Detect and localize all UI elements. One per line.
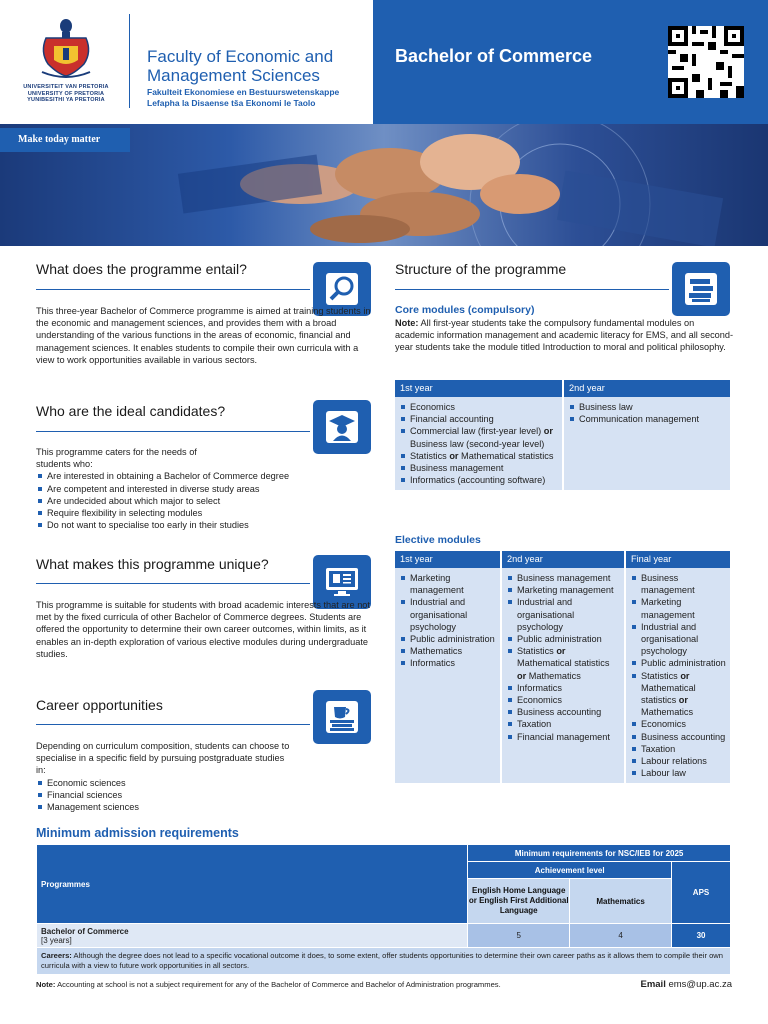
maths-header: Mathematics <box>570 879 672 924</box>
elective-year2-cell <box>501 568 625 783</box>
list-item: Business management <box>506 572 620 584</box>
list-item: Public administration <box>506 633 620 645</box>
header-divider <box>129 14 130 108</box>
careers-intro: Depending on curriculum composition, students can choose to specialise in a specific field by pursuing postgraduate studies in: <box>36 741 290 776</box>
header-left-panel <box>0 0 373 124</box>
list-item: Taxation <box>630 743 726 755</box>
list-item: Communication management <box>568 413 726 425</box>
candidates-heading: Who are the ideal candidates? <box>36 403 226 419</box>
unique-rule <box>36 583 310 584</box>
list-item: Labour relations <box>630 755 726 767</box>
list-item: Financial accounting <box>399 413 558 425</box>
list-item: Informatics (accounting software) <box>399 474 558 486</box>
achievement-header: Achievement level <box>468 862 672 879</box>
list-item: Financial management <box>506 731 620 743</box>
list-item: Economics <box>506 694 620 706</box>
module-list <box>568 401 726 425</box>
list-item: Mathematics <box>399 645 496 657</box>
english-header: English Home Language or English First Additional Language <box>468 879 570 924</box>
careers-rule <box>36 724 310 725</box>
qr-code-icon <box>668 26 744 98</box>
core-col-1st-year: 1st year <box>395 380 563 397</box>
careers-list <box>36 777 296 814</box>
module-list <box>399 572 496 670</box>
qr-code[interactable] <box>668 26 744 98</box>
elective-modules-table <box>395 551 732 783</box>
faculty-subtitle: Fakulteit Ekonomiese en Bestuurswetenskappe Lefapha la Disaense tša Ekonomi le Taolo <box>147 87 340 108</box>
elective-modules-heading: Elective modules <box>395 534 481 546</box>
list-item: Marketing management <box>399 572 496 596</box>
university-crest-logo <box>18 12 114 82</box>
elective-col-final-year: Final year <box>625 551 731 568</box>
list-item: Statistics or Mathematical statistics <box>399 450 558 462</box>
email-link[interactable]: Email ems@up.ac.za <box>640 979 732 990</box>
admission-heading: Minimum admission requirements <box>36 826 239 840</box>
list-item: Management sciences <box>36 801 296 813</box>
elective-final-cell <box>625 568 731 783</box>
list-item: Commercial law (first-year level) or Business law (second-year level) <box>399 425 558 449</box>
books-icon <box>672 262 730 316</box>
list-item: Informatics <box>399 657 496 669</box>
list-item: Are interested in obtaining a Bachelor of Commerce degree <box>36 470 376 482</box>
list-item: Economics <box>399 401 558 413</box>
list-item: Taxation <box>506 718 620 730</box>
aps-value: 30 <box>672 924 731 948</box>
degree-title: Bachelor of Commerce <box>395 46 593 66</box>
elective-year1-cell <box>395 568 501 783</box>
list-item: Industrial and organisational psychology <box>399 596 496 633</box>
core-year1-cell <box>395 397 563 490</box>
structure-note: Note: All first-year students take the compulsory fundamental modules on academic information management and academic literacy for EMS, and all second-year students take the module titled Introduction to moral and political philosophy. <box>395 318 734 353</box>
aps-header: APS <box>672 862 731 924</box>
entail-rule <box>36 289 310 290</box>
university-name-lines: UNIVERSITEIT VAN PRETORIA UNIVERSITY OF PRETORIA YUNIBESITHI YA PRETORIA <box>23 84 109 103</box>
list-item: Business management <box>630 572 726 596</box>
entail-heading: What does the programme entail? <box>36 261 247 277</box>
footer-note: Note: Accounting at school is not a subject requirement for any of the Bachelor of Commerce and Bachelor of Administration programmes. <box>36 980 501 989</box>
list-item: Do not want to specialise too early in their studies <box>36 519 376 531</box>
unique-text: This programme is suitable for students with broad academic interests that are not met by the fixed curricula of other Bachelor of Commerce degrees. Students are offered the opportunity to determine their own career outcomes, within limits, as it enables an in-depth exploration of various elective modules during undergraduate studies. <box>36 600 370 659</box>
list-item: Business management <box>399 462 558 474</box>
list-item: Financial sciences <box>36 789 296 801</box>
list-item: Informatics <box>506 682 620 694</box>
list-item: Statistics or Mathematical statistics or Mathematics <box>630 670 726 719</box>
list-item: Labour law <box>630 767 726 779</box>
hero-image-hands <box>0 124 768 246</box>
module-list <box>399 401 558 486</box>
entail-text: This three-year Bachelor of Commerce programme is aimed at training students in the economic and management sciences, and provides them with a broad understanding of the various functions in the areas of economic, financial and management sciences. It enables students to compile their own curricula with a view to work opportunities available in various sectors. <box>36 306 371 365</box>
module-list <box>506 572 620 743</box>
tagline: Make today matter <box>0 128 130 152</box>
list-item: Industrial and organisational psychology <box>506 596 620 633</box>
english-value: 5 <box>468 924 570 948</box>
module-list <box>630 572 726 779</box>
list-item: Business accounting <box>506 706 620 718</box>
candidates-rule <box>36 431 310 432</box>
table-row <box>37 924 731 948</box>
list-item: Industrial and organisational psychology <box>630 621 726 658</box>
programme-cell: Bachelor of Commerce [3 years] <box>37 924 468 948</box>
programmes-header: Programmes <box>37 845 468 924</box>
candidates-block <box>36 446 376 531</box>
list-item: Economics <box>630 718 726 730</box>
list-item: Business law <box>568 401 726 413</box>
list-item: Are undecided about which major to select <box>36 495 376 507</box>
core-col-2nd-year: 2nd year <box>563 380 731 397</box>
structure-heading: Structure of the programme <box>395 261 567 277</box>
admission-table <box>36 844 731 975</box>
list-item: Require flexibility in selecting modules <box>36 507 376 519</box>
list-item: Public administration <box>399 633 496 645</box>
coffee-books-icon <box>313 690 371 744</box>
careers-block <box>36 740 296 813</box>
core-modules-table <box>395 380 732 490</box>
elective-col-2nd-year: 2nd year <box>501 551 625 568</box>
list-item: Economic sciences <box>36 777 296 789</box>
nsc-header: Minimum requirements for NSC/IEB for 2025 <box>468 845 731 862</box>
list-item: Business accounting <box>630 731 726 743</box>
list-item: Statistics or Mathematical statistics or Mathematics <box>506 645 620 682</box>
core-year2-cell <box>563 397 731 490</box>
list-item: Public administration <box>630 657 726 669</box>
core-modules-heading: Core modules (compulsory) <box>395 304 535 316</box>
structure-rule <box>395 289 669 290</box>
hero-banner <box>0 124 768 246</box>
candidates-intro: This programme caters for the needs of students who: <box>36 447 197 470</box>
careers-heading: Career opportunities <box>36 697 163 713</box>
list-item: Marketing management <box>506 584 620 596</box>
candidates-list <box>36 470 376 531</box>
careers-note: Careers: Although the degree does not lead to a specific vocational outcome it does, to some extent, offer students opportunities to determine their own career paths as it allows them to compile their own curricula with a view to future work opportunities in all sectors. <box>37 948 731 975</box>
list-item: Marketing management <box>630 596 726 620</box>
list-item: Are competent and interested in diverse study areas <box>36 483 376 495</box>
unique-heading: What makes this programme unique? <box>36 556 269 572</box>
maths-value: 4 <box>570 924 672 948</box>
elective-col-1st-year: 1st year <box>395 551 501 568</box>
faculty-title: Faculty of Economic and Management Sciences <box>147 47 334 85</box>
